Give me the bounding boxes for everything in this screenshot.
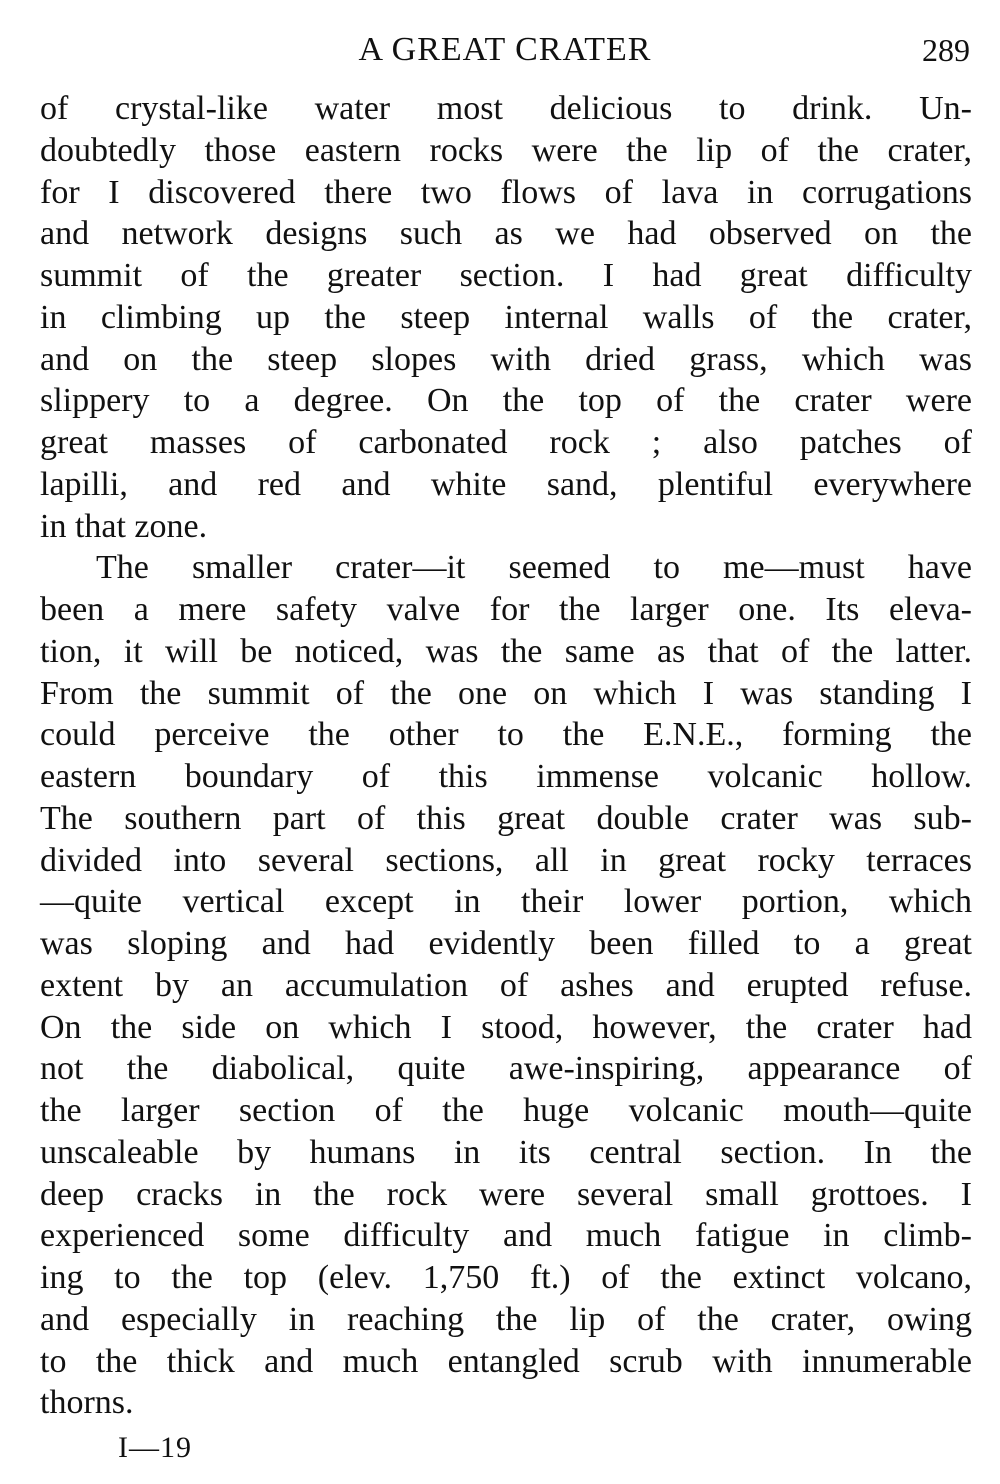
text-line: On the side on which I stood, however, the crater had <box>40 1008 972 1046</box>
text-line: deep cracks in the rock were several small grottoes. I <box>40 1175 972 1213</box>
text-line: for I discovered there two flows of lava in corrugations <box>40 173 972 211</box>
text-line: thorns. <box>40 1384 134 1422</box>
text-line: unscaleable by humans in its central section. In the <box>40 1133 972 1171</box>
body-text <box>40 88 972 1424</box>
text-line: in that zone. <box>40 507 208 545</box>
text-line: summit of the greater section. I had great difficulty <box>40 257 972 294</box>
text-line: doubtedly those eastern rocks were the lip of the crater, <box>40 131 972 169</box>
text-line: been a mere safety valve for the larger one. Its eleva- <box>40 591 972 628</box>
running-head <box>40 28 970 72</box>
text-line: not the diabolical, quite awe-inspiring, appearance of <box>40 1050 972 1088</box>
text-line: tion, it will be noticed, was the same as that of the latter. <box>40 632 972 670</box>
page-number: 289 <box>922 32 970 68</box>
text-line: lapilli, and red and white sand, plentiful everywhere <box>40 465 972 503</box>
text-line: The southern part of this great double crater was sub- <box>40 799 972 837</box>
text-line: the larger section of the huge volcanic mouth—quite <box>40 1092 972 1129</box>
text-line: and on the steep slopes with dried grass, which was <box>40 340 972 378</box>
text-line: to the thick and much entangled scrub with innumerable <box>40 1342 972 1380</box>
text-line: extent by an accumulation of ashes and erupted refuse. <box>40 966 972 1004</box>
text-line: divided into several sections, all in great rocky terraces <box>40 841 972 879</box>
text-line: could perceive the other to the E.N.E., forming the <box>40 716 972 754</box>
text-line: The smaller crater—it seemed to me—must have <box>96 549 972 587</box>
text-line: slippery to a degree. On the top of the crater were <box>40 382 972 420</box>
text-line: ing to the top (elev. 1,750 ft.) of the extinct volcano, <box>40 1259 972 1296</box>
text-line: and especially in reaching the lip of the crater, owing <box>40 1300 972 1338</box>
text-line: —quite vertical except in their lower portion, which <box>40 883 972 921</box>
text-line: experienced some difficulty and much fatigue in climb- <box>40 1217 972 1255</box>
text-line: great masses of carbonated rock ; also patches of <box>40 424 972 461</box>
text-line: of crystal-like water most delicious to drink. Un- <box>40 90 972 127</box>
signature-mark: I—19 <box>118 1431 192 1464</box>
text-line: eastern boundary of this immense volcanic hollow. <box>40 758 972 795</box>
text-line: in climbing up the steep internal walls of the crater, <box>40 298 972 336</box>
running-title: A GREAT CRATER <box>358 31 652 68</box>
text-line: was sloping and had evidently been filled to a great <box>40 925 972 962</box>
text-line: From the summit of the one on which I was standing I <box>40 674 972 712</box>
text-line: and network designs such as we had observed on the <box>40 215 972 253</box>
